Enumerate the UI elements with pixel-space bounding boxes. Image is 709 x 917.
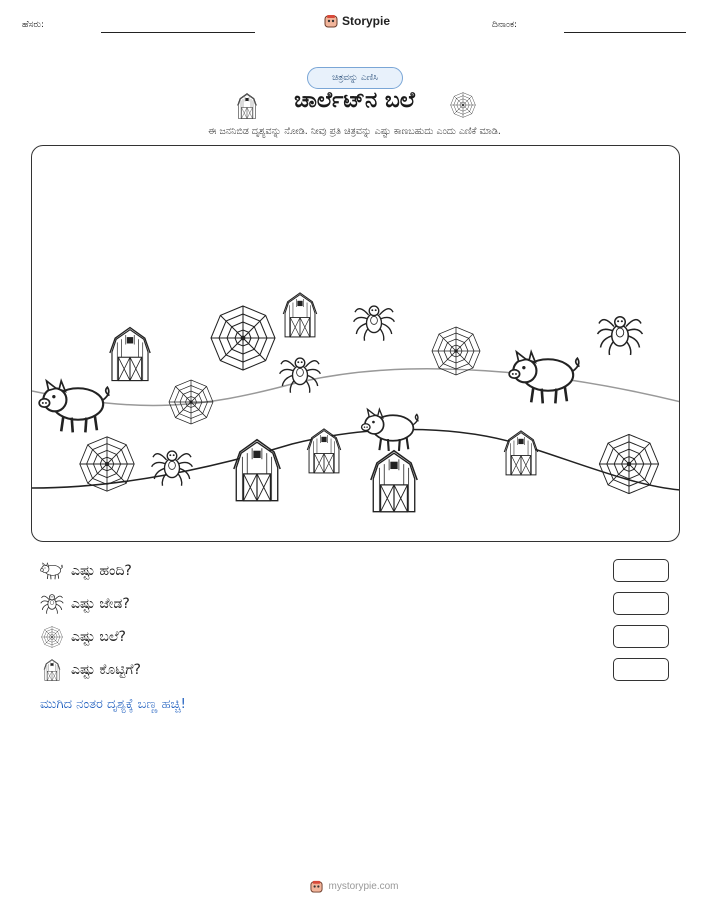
storypie-logo-icon [324,14,338,28]
page-subtitle: ಈ ಜನನಿಬಿಡ ದೃಶ್ಯವನ್ನು ನೋಡಿ. ನೀವು ಪ್ರತಿ ಚಿತ್ರವನ್ನು ಎಷ್ಟು ಕಾಣಬಹುದು ಎಂದು ಎಣಿಕೆ ಮಾಡಿ. [208,126,501,137]
answer-box-pig[interactable] [613,559,669,582]
name-field[interactable] [101,32,255,33]
web [432,327,480,375]
spider [280,358,321,393]
question-row [40,658,141,682]
barn [110,328,150,381]
barn [371,451,417,512]
footer [0,880,709,893]
name-label: ಹೆಸರು: [22,20,45,30]
counting-scene [31,145,680,542]
answer-box-barn[interactable] [613,658,669,681]
pig [39,381,109,432]
pig [509,352,579,403]
spider [598,317,643,355]
question-text: ಎಷ್ಟು ಹಂದಿ? [71,563,132,579]
web [169,380,213,424]
web-icon [450,92,476,118]
answer-box-web[interactable] [613,625,669,648]
web [211,306,275,370]
footer-url[interactable]: mystorypie.com [328,881,399,892]
question-text: ಎಷ್ಟು ಬಲೆ? [71,629,126,645]
page-title: ಚಾರ್ಲೆಟ್‌ನ ಬಲೆ [294,88,415,113]
activity-badge: ಚಿತ್ರವನ್ನು ಎಣಿಸಿ [307,67,403,89]
question-row [40,625,126,649]
question-text: ಎಷ್ಟು ಕೊಟ್ಟಿಗೆ? [71,662,141,678]
question-row [40,592,130,616]
web-icon [40,626,64,648]
storypie-logo-icon [310,880,323,893]
web [80,437,134,491]
pig [362,409,419,451]
brand-logo [324,14,390,28]
date-field[interactable] [564,32,686,33]
coloring-instruction: ಮುಗಿದ ನಂತರ ದೃಶ್ಯಕ್ಕೆ ಬಣ್ಣ ಹಚ್ಚಿ! [40,697,186,712]
spider [354,306,395,341]
spider [152,451,193,486]
date-label: ದಿನಾಂಕ: [492,20,518,30]
spider-icon [40,593,64,615]
question-row [40,559,132,583]
barn [504,431,537,475]
answer-box-spider[interactable] [613,592,669,615]
brand-name: Storypie [342,14,391,28]
front-hill [32,430,680,491]
pig-icon [40,560,64,582]
web [599,434,658,493]
barn [283,293,316,337]
question-text: ಎಷ್ಟು ಜೇಡ? [71,596,130,612]
barn-icon [40,659,64,681]
